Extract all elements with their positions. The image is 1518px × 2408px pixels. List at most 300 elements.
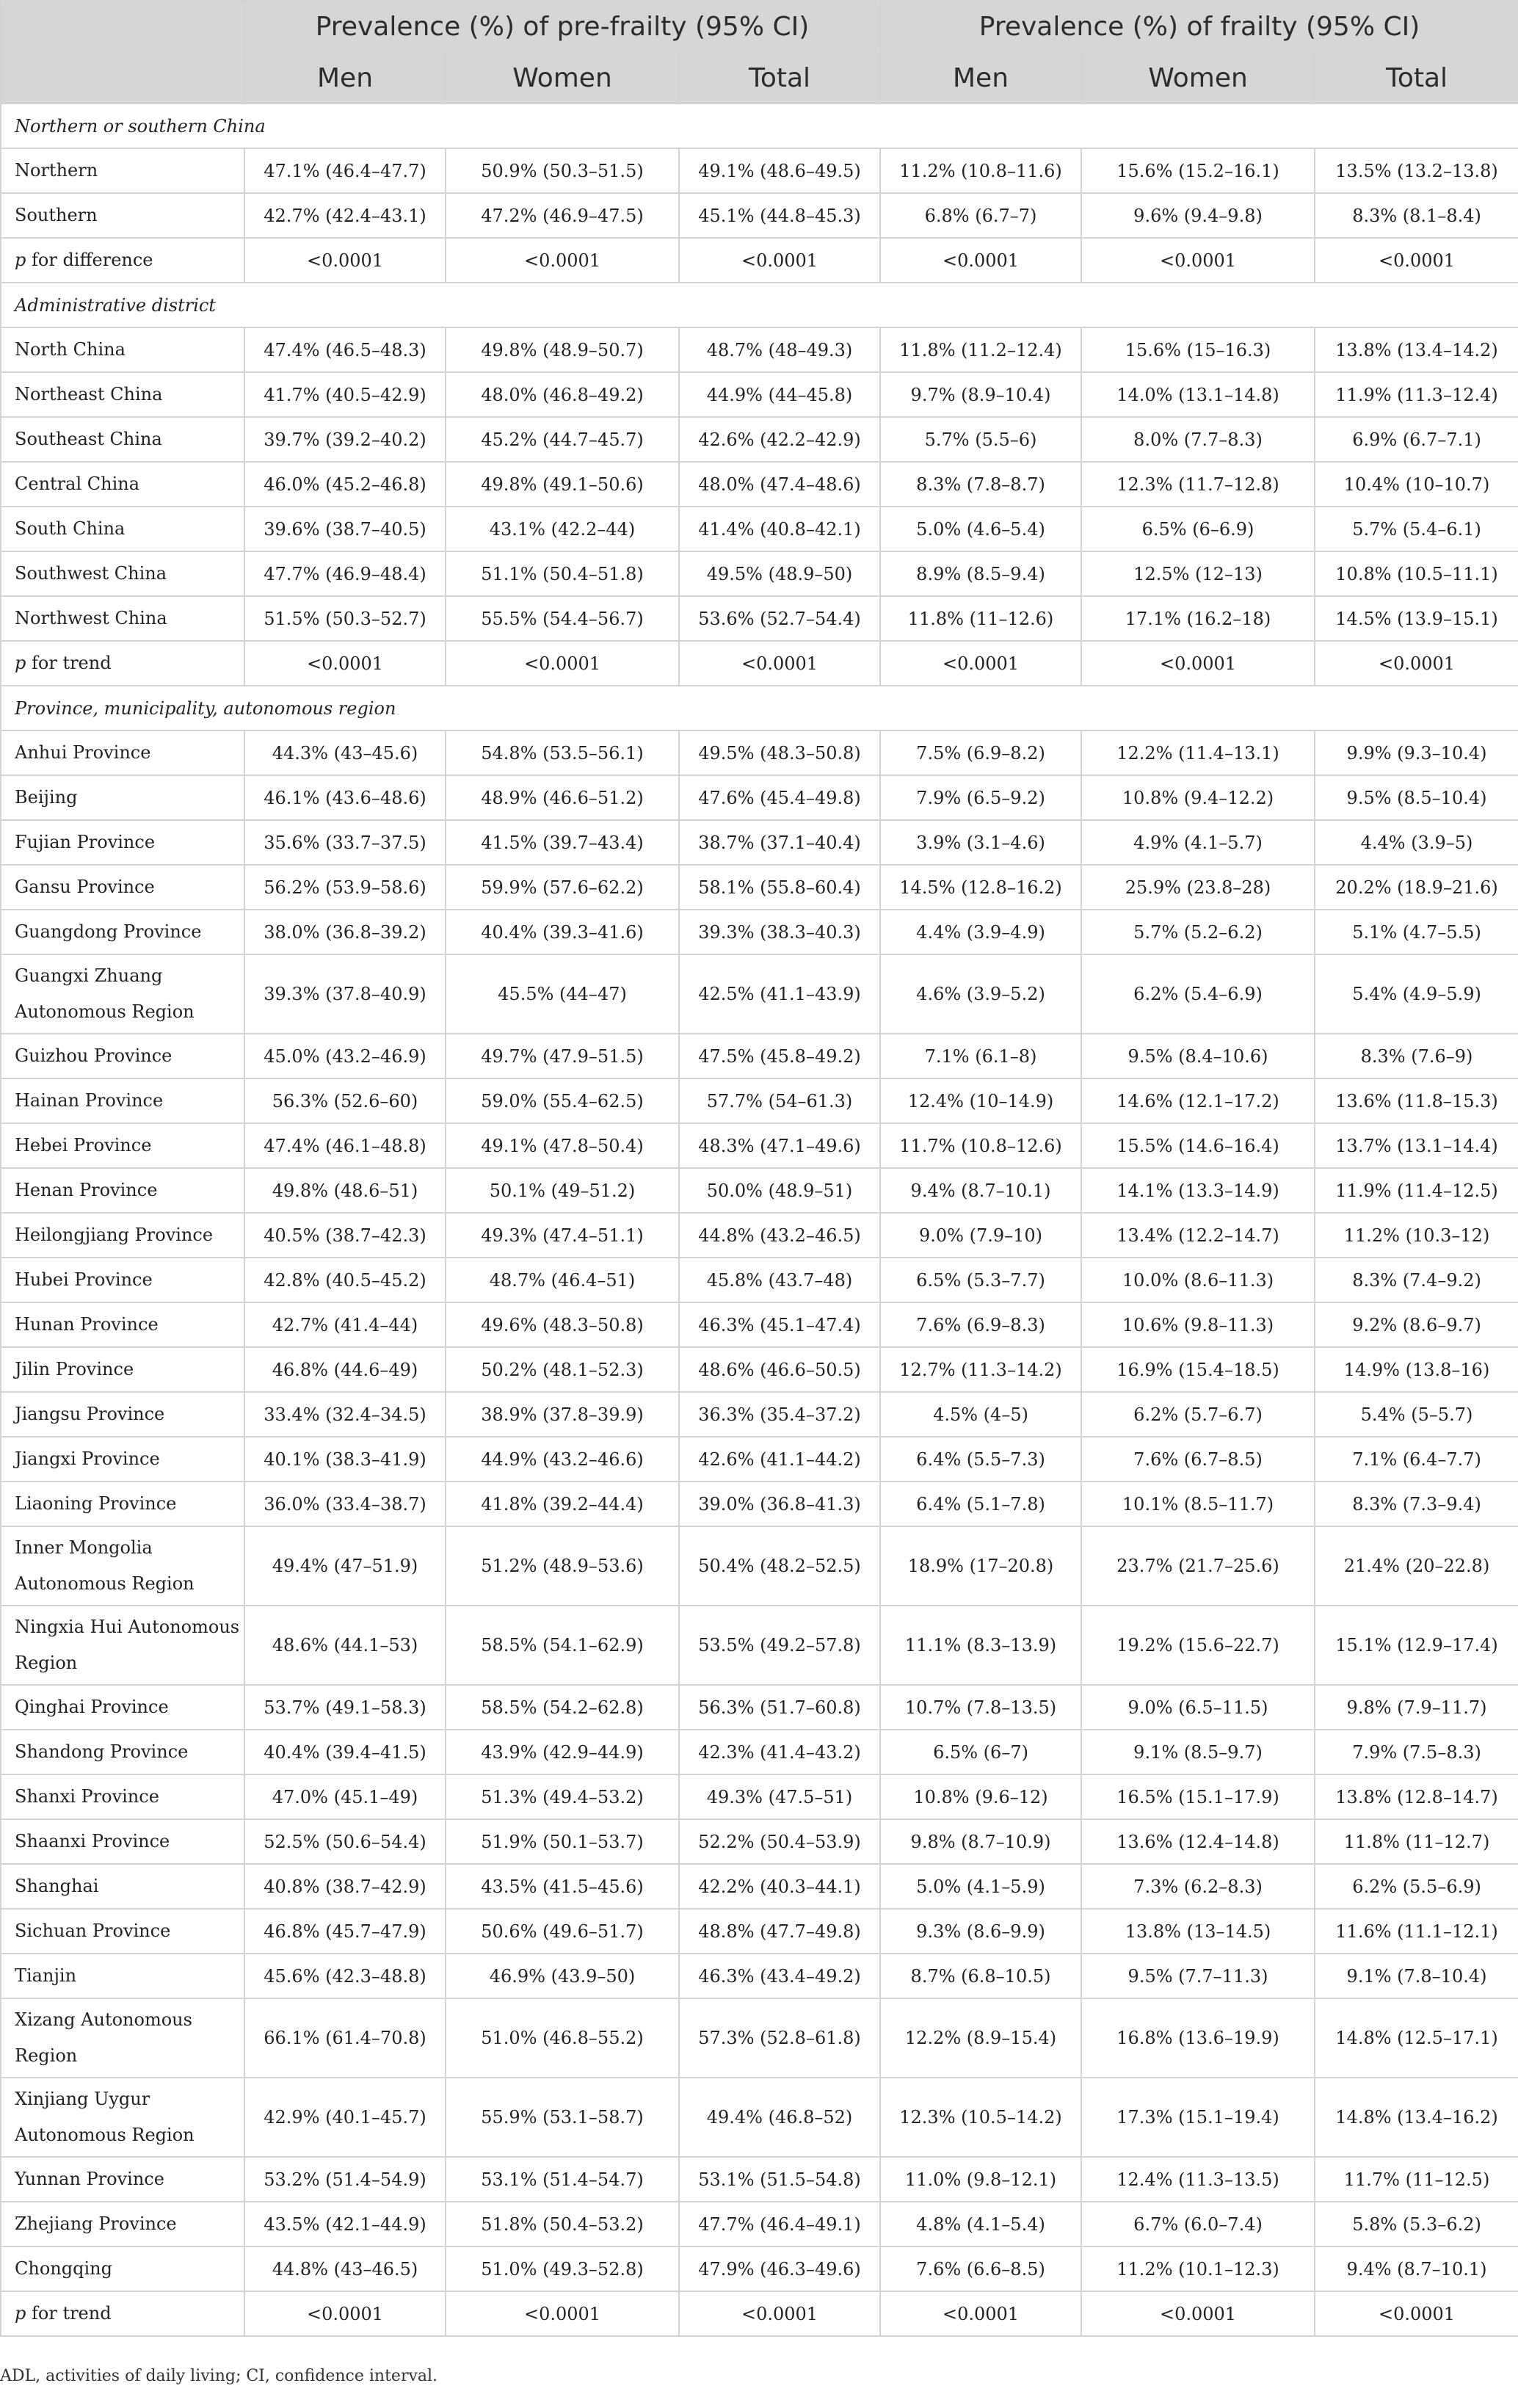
table-row bbox=[1, 1034, 1518, 1078]
header-col-men: Men bbox=[244, 52, 446, 104]
value-cell: 53.5% (49.2–57.8) bbox=[679, 1606, 880, 1685]
value-cell: 9.1% (8.5–9.7) bbox=[1081, 1730, 1315, 1774]
value-cell: 6.5% (6–7) bbox=[880, 1730, 1081, 1774]
table-row bbox=[1, 865, 1518, 910]
value-cell: 42.2% (40.3–44.1) bbox=[679, 1864, 880, 1909]
value-cell: <0.0001 bbox=[679, 2291, 880, 2336]
value-cell: 49.1% (48.6–49.5) bbox=[679, 148, 880, 193]
table-row bbox=[1, 507, 1518, 551]
value-cell: 41.4% (40.8–42.1) bbox=[679, 507, 880, 551]
value-cell: 42.8% (40.5–45.2) bbox=[244, 1258, 446, 1302]
value-cell: 46.3% (45.1–47.4) bbox=[679, 1302, 880, 1347]
value-cell: 5.1% (4.7–5.5) bbox=[1315, 910, 1518, 954]
value-cell: 8.9% (8.5–9.4) bbox=[880, 551, 1081, 596]
value-cell: 46.8% (44.6–49) bbox=[244, 1347, 446, 1392]
value-cell: 55.5% (54.4–56.7) bbox=[446, 596, 679, 641]
value-cell: 52.5% (50.6–54.4) bbox=[244, 1819, 446, 1864]
value-cell: 41.8% (39.2–44.4) bbox=[446, 1482, 679, 1526]
value-cell: 56.2% (53.9–58.6) bbox=[244, 865, 446, 910]
value-cell: 49.8% (49.1–50.6) bbox=[446, 462, 679, 507]
value-cell: 4.6% (3.9–5.2) bbox=[880, 954, 1081, 1034]
value-cell: 58.1% (55.8–60.4) bbox=[679, 865, 880, 910]
table-row bbox=[1, 910, 1518, 954]
value-cell: 7.9% (7.5–8.3) bbox=[1315, 1730, 1518, 1774]
value-cell: 47.5% (45.8–49.2) bbox=[679, 1034, 880, 1078]
value-cell: 7.1% (6.1–8) bbox=[880, 1034, 1081, 1078]
value-cell: 6.2% (5.4–6.9) bbox=[1081, 954, 1315, 1034]
row-label: Southwest China bbox=[1, 551, 244, 596]
p-label-rest: for trend bbox=[26, 2303, 112, 2324]
row-label: Ningxia Hui Autonomous Region bbox=[1, 1606, 244, 1685]
value-cell: 5.0% (4.1–5.9) bbox=[880, 1864, 1081, 1909]
value-cell: 21.4% (20–22.8) bbox=[1315, 1526, 1518, 1606]
value-cell: 42.7% (41.4–44) bbox=[244, 1302, 446, 1347]
value-cell: 48.3% (47.1–49.6) bbox=[679, 1123, 880, 1168]
value-cell: 45.2% (44.7–45.7) bbox=[446, 417, 679, 462]
value-cell: 9.6% (9.4–9.8) bbox=[1081, 193, 1315, 238]
value-cell: 59.0% (55.4–62.5) bbox=[446, 1078, 679, 1123]
value-cell: 11.7% (11–12.5) bbox=[1315, 2157, 1518, 2202]
value-cell: 48.7% (46.4–51) bbox=[446, 1258, 679, 1302]
value-cell: 7.6% (6.7–8.5) bbox=[1081, 1437, 1315, 1482]
value-cell: 46.3% (43.4–49.2) bbox=[679, 1954, 880, 1998]
value-cell: 10.8% (10.5–11.1) bbox=[1315, 551, 1518, 596]
row-label: South China bbox=[1, 507, 244, 551]
value-cell: <0.0001 bbox=[679, 238, 880, 283]
value-cell: 47.0% (45.1–49) bbox=[244, 1774, 446, 1819]
value-cell: 8.0% (7.7–8.3) bbox=[1081, 417, 1315, 462]
table-row bbox=[1, 1258, 1518, 1302]
value-cell: <0.0001 bbox=[446, 2291, 679, 2336]
p-value-row bbox=[1, 238, 1518, 283]
value-cell: 9.7% (8.9–10.4) bbox=[880, 372, 1081, 417]
value-cell: 9.3% (8.6–9.9) bbox=[880, 1909, 1081, 1954]
value-cell: 5.4% (4.9–5.9) bbox=[1315, 954, 1518, 1034]
value-cell: 7.5% (6.9–8.2) bbox=[880, 730, 1081, 775]
value-cell: 41.7% (40.5–42.9) bbox=[244, 372, 446, 417]
value-cell: 11.6% (11.1–12.1) bbox=[1315, 1909, 1518, 1954]
value-cell: 39.3% (37.8–40.9) bbox=[244, 954, 446, 1034]
value-cell: 14.0% (13.1–14.8) bbox=[1081, 372, 1315, 417]
value-cell: <0.0001 bbox=[880, 238, 1081, 283]
value-cell: 33.4% (32.4–34.5) bbox=[244, 1392, 446, 1437]
table-row bbox=[1, 1302, 1518, 1347]
table-row bbox=[1, 1123, 1518, 1168]
table-row bbox=[1, 462, 1518, 507]
table-row bbox=[1, 551, 1518, 596]
value-cell: 14.8% (13.4–16.2) bbox=[1315, 2078, 1518, 2157]
value-cell: 42.6% (41.1–44.2) bbox=[679, 1437, 880, 1482]
value-cell: 49.5% (48.3–50.8) bbox=[679, 730, 880, 775]
value-cell: 45.8% (43.7–48) bbox=[679, 1258, 880, 1302]
value-cell: 6.8% (6.7–7) bbox=[880, 193, 1081, 238]
value-cell: <0.0001 bbox=[1315, 238, 1518, 283]
table-row bbox=[1, 820, 1518, 865]
value-cell: 48.6% (44.1–53) bbox=[244, 1606, 446, 1685]
row-label: Southern bbox=[1, 193, 244, 238]
row-label: Zhejiang Province bbox=[1, 2202, 244, 2246]
table-row bbox=[1, 1078, 1518, 1123]
table-row bbox=[1, 1819, 1518, 1864]
row-label: Jiangxi Province bbox=[1, 1437, 244, 1482]
value-cell: <0.0001 bbox=[1081, 641, 1315, 686]
table-row bbox=[1, 148, 1518, 193]
header-col-total: Total bbox=[679, 52, 880, 104]
row-label: Heilongjiang Province bbox=[1, 1213, 244, 1258]
section-row bbox=[1, 283, 1518, 327]
value-cell: <0.0001 bbox=[244, 641, 446, 686]
value-cell: 49.4% (46.8–52) bbox=[679, 2078, 880, 2157]
value-cell: 39.0% (36.8–41.3) bbox=[679, 1482, 880, 1526]
row-label: Gansu Province bbox=[1, 865, 244, 910]
value-cell: 53.1% (51.5–54.8) bbox=[679, 2157, 880, 2202]
row-label: Northern bbox=[1, 148, 244, 193]
value-cell: 57.7% (54–61.3) bbox=[679, 1078, 880, 1123]
value-cell: 43.9% (42.9–44.9) bbox=[446, 1730, 679, 1774]
table-row bbox=[1, 2202, 1518, 2246]
value-cell: 11.8% (11.2–12.4) bbox=[880, 327, 1081, 372]
value-cell: 5.8% (5.3–6.2) bbox=[1315, 2202, 1518, 2246]
value-cell: 43.1% (42.2–44) bbox=[446, 507, 679, 551]
value-cell: 12.3% (10.5–14.2) bbox=[880, 2078, 1081, 2157]
value-cell: 36.0% (33.4–38.7) bbox=[244, 1482, 446, 1526]
table-row bbox=[1, 1954, 1518, 1998]
value-cell: 9.2% (8.6–9.7) bbox=[1315, 1302, 1518, 1347]
row-label: Anhui Province bbox=[1, 730, 244, 775]
value-cell: 51.8% (50.4–53.2) bbox=[446, 2202, 679, 2246]
table-row bbox=[1, 1685, 1518, 1730]
value-cell: 13.6% (12.4–14.8) bbox=[1081, 1819, 1315, 1864]
table-row bbox=[1, 2246, 1518, 2291]
section-row bbox=[1, 104, 1518, 148]
value-cell: 18.9% (17–20.8) bbox=[880, 1526, 1081, 1606]
section-title: Northern or southern China bbox=[1, 104, 1518, 148]
value-cell: 47.9% (46.3–49.6) bbox=[679, 2246, 880, 2291]
value-cell: 13.4% (12.2–14.7) bbox=[1081, 1213, 1315, 1258]
value-cell: 45.6% (42.3–48.8) bbox=[244, 1954, 446, 1998]
value-cell: 25.9% (23.8–28) bbox=[1081, 865, 1315, 910]
value-cell: 46.0% (45.2–46.8) bbox=[244, 462, 446, 507]
row-label: Tianjin bbox=[1, 1954, 244, 1998]
value-cell: 51.5% (50.3–52.7) bbox=[244, 596, 446, 641]
table-row bbox=[1, 1482, 1518, 1526]
value-cell: 38.9% (37.8–39.9) bbox=[446, 1392, 679, 1437]
value-cell: 15.6% (15–16.3) bbox=[1081, 327, 1315, 372]
value-cell: 9.5% (7.7–11.3) bbox=[1081, 1954, 1315, 1998]
value-cell: 45.1% (44.8–45.3) bbox=[679, 193, 880, 238]
value-cell: 3.9% (3.1–4.6) bbox=[880, 820, 1081, 865]
value-cell: 50.9% (50.3–51.5) bbox=[446, 148, 679, 193]
table-row bbox=[1, 596, 1518, 641]
table-row bbox=[1, 1437, 1518, 1482]
value-cell: 48.9% (46.6–51.2) bbox=[446, 775, 679, 820]
row-label: Guangxi Zhuang Autonomous Region bbox=[1, 954, 244, 1034]
table-row bbox=[1, 1774, 1518, 1819]
row-label: Guizhou Province bbox=[1, 1034, 244, 1078]
row-label: Inner Mongolia Autonomous Region bbox=[1, 1526, 244, 1606]
value-cell: 47.7% (46.4–49.1) bbox=[679, 2202, 880, 2246]
value-cell: 9.0% (6.5–11.5) bbox=[1081, 1685, 1315, 1730]
value-cell: 38.7% (37.1–40.4) bbox=[679, 820, 880, 865]
table-row bbox=[1, 2157, 1518, 2202]
value-cell: 16.8% (13.6–19.9) bbox=[1081, 1998, 1315, 2078]
value-cell: 8.7% (6.8–10.5) bbox=[880, 1954, 1081, 1998]
value-cell: 56.3% (51.7–60.8) bbox=[679, 1685, 880, 1730]
row-label: Shandong Province bbox=[1, 1730, 244, 1774]
header-col-total: Total bbox=[1315, 52, 1518, 104]
row-label bbox=[1, 641, 244, 686]
table-row bbox=[1, 1909, 1518, 1954]
value-cell: 49.8% (48.9–50.7) bbox=[446, 327, 679, 372]
value-cell: 42.7% (42.4–43.1) bbox=[244, 193, 446, 238]
value-cell: 4.5% (4–5) bbox=[880, 1392, 1081, 1437]
value-cell: 8.3% (7.8–8.7) bbox=[880, 462, 1081, 507]
value-cell: <0.0001 bbox=[880, 641, 1081, 686]
value-cell: 9.4% (8.7–10.1) bbox=[880, 1168, 1081, 1213]
value-cell: 44.9% (44–45.8) bbox=[679, 372, 880, 417]
value-cell: 8.3% (7.3–9.4) bbox=[1315, 1482, 1518, 1526]
row-label: Hubei Province bbox=[1, 1258, 244, 1302]
value-cell: 4.4% (3.9–4.9) bbox=[880, 910, 1081, 954]
value-cell: 10.8% (9.4–12.2) bbox=[1081, 775, 1315, 820]
value-cell: 9.5% (8.4–10.6) bbox=[1081, 1034, 1315, 1078]
table-row bbox=[1, 1998, 1518, 2078]
value-cell: 53.7% (49.1–58.3) bbox=[244, 1685, 446, 1730]
value-cell: 53.6% (52.7–54.4) bbox=[679, 596, 880, 641]
value-cell: 50.4% (48.2–52.5) bbox=[679, 1526, 880, 1606]
value-cell: 46.8% (45.7–47.9) bbox=[244, 1909, 446, 1954]
value-cell: 23.7% (21.7–25.6) bbox=[1081, 1526, 1315, 1606]
table-row bbox=[1, 1347, 1518, 1392]
row-label: Central China bbox=[1, 462, 244, 507]
value-cell: 14.5% (12.8–16.2) bbox=[880, 865, 1081, 910]
value-cell: 12.2% (11.4–13.1) bbox=[1081, 730, 1315, 775]
value-cell: 39.7% (39.2–40.2) bbox=[244, 417, 446, 462]
value-cell: 14.9% (13.8–16) bbox=[1315, 1347, 1518, 1392]
value-cell: 10.6% (9.8–11.3) bbox=[1081, 1302, 1315, 1347]
value-cell: 10.7% (7.8–13.5) bbox=[880, 1685, 1081, 1730]
value-cell: 41.5% (39.7–43.4) bbox=[446, 820, 679, 865]
value-cell: 11.9% (11.3–12.4) bbox=[1315, 372, 1518, 417]
table-row bbox=[1, 2078, 1518, 2157]
value-cell: 17.1% (16.2–18) bbox=[1081, 596, 1315, 641]
value-cell: 20.2% (18.9–21.6) bbox=[1315, 865, 1518, 910]
row-label: Qinghai Province bbox=[1, 1685, 244, 1730]
value-cell: 43.5% (41.5–45.6) bbox=[446, 1864, 679, 1909]
value-cell: 38.0% (36.8–39.2) bbox=[244, 910, 446, 954]
value-cell: 11.9% (11.4–12.5) bbox=[1315, 1168, 1518, 1213]
table-footnote: ADL, activities of daily living; CI, confidence interval. bbox=[0, 2367, 438, 2385]
value-cell: 12.3% (11.7–12.8) bbox=[1081, 462, 1315, 507]
header-blank-cell bbox=[1, 1, 244, 104]
value-cell: 7.6% (6.6–8.5) bbox=[880, 2246, 1081, 2291]
p-label-rest: for trend bbox=[26, 653, 112, 673]
table-row bbox=[1, 1168, 1518, 1213]
value-cell: 48.7% (48–49.3) bbox=[679, 327, 880, 372]
value-cell: 57.3% (52.8–61.8) bbox=[679, 1998, 880, 2078]
value-cell: 11.2% (10.3–12) bbox=[1315, 1213, 1518, 1258]
p-symbol: p bbox=[15, 250, 26, 270]
value-cell: 12.4% (10–14.9) bbox=[880, 1078, 1081, 1123]
row-label: Hainan Province bbox=[1, 1078, 244, 1123]
value-cell: 50.1% (49–51.2) bbox=[446, 1168, 679, 1213]
value-cell: 51.1% (50.4–51.8) bbox=[446, 551, 679, 596]
value-cell: 36.3% (35.4–37.2) bbox=[679, 1392, 880, 1437]
value-cell: 58.5% (54.1–62.9) bbox=[446, 1606, 679, 1685]
value-cell: 9.5% (8.5–10.4) bbox=[1315, 775, 1518, 820]
section-row bbox=[1, 686, 1518, 730]
table-row bbox=[1, 730, 1518, 775]
value-cell: 17.3% (15.1–19.4) bbox=[1081, 2078, 1315, 2157]
value-cell: <0.0001 bbox=[244, 2291, 446, 2336]
value-cell: 43.5% (42.1–44.9) bbox=[244, 2202, 446, 2246]
value-cell: 49.6% (48.3–50.8) bbox=[446, 1302, 679, 1347]
value-cell: 7.6% (6.9–8.3) bbox=[880, 1302, 1081, 1347]
value-cell: 14.1% (13.3–14.9) bbox=[1081, 1168, 1315, 1213]
row-label: Northeast China bbox=[1, 372, 244, 417]
value-cell: 47.1% (46.4–47.7) bbox=[244, 148, 446, 193]
p-label-rest: for difference bbox=[26, 250, 153, 270]
value-cell: 51.0% (46.8–55.2) bbox=[446, 1998, 679, 2078]
row-label: Shanxi Province bbox=[1, 1774, 244, 1819]
value-cell: 9.4% (8.7–10.1) bbox=[1315, 2246, 1518, 2291]
table-row bbox=[1, 193, 1518, 238]
value-cell: 47.4% (46.1–48.8) bbox=[244, 1123, 446, 1168]
value-cell: 11.2% (10.1–12.3) bbox=[1081, 2246, 1315, 2291]
value-cell: 52.2% (50.4–53.9) bbox=[679, 1819, 880, 1864]
value-cell: 8.3% (8.1–8.4) bbox=[1315, 193, 1518, 238]
row-label: Xinjiang Uygur Autonomous Region bbox=[1, 2078, 244, 2157]
value-cell: 10.1% (8.5–11.7) bbox=[1081, 1482, 1315, 1526]
value-cell: 13.8% (13–14.5) bbox=[1081, 1909, 1315, 1954]
row-label: Xizang Autonomous Region bbox=[1, 1998, 244, 2078]
value-cell: 54.8% (53.5–56.1) bbox=[446, 730, 679, 775]
table-row bbox=[1, 1213, 1518, 1258]
value-cell: 11.8% (11–12.7) bbox=[1315, 1819, 1518, 1864]
value-cell: 11.1% (8.3–13.9) bbox=[880, 1606, 1081, 1685]
value-cell: 14.8% (12.5–17.1) bbox=[1315, 1998, 1518, 2078]
value-cell: 49.5% (48.9–50) bbox=[679, 551, 880, 596]
table-row bbox=[1, 1606, 1518, 1685]
row-label: Shanghai bbox=[1, 1864, 244, 1909]
value-cell: 6.2% (5.7–6.7) bbox=[1081, 1392, 1315, 1437]
value-cell: 5.4% (5–5.7) bbox=[1315, 1392, 1518, 1437]
value-cell: 9.1% (7.8–10.4) bbox=[1315, 1954, 1518, 1998]
value-cell: 5.0% (4.6–5.4) bbox=[880, 507, 1081, 551]
value-cell: 44.9% (43.2–46.6) bbox=[446, 1437, 679, 1482]
value-cell: <0.0001 bbox=[446, 641, 679, 686]
value-cell: 12.5% (12–13) bbox=[1081, 551, 1315, 596]
value-cell: 19.2% (15.6–22.7) bbox=[1081, 1606, 1315, 1685]
value-cell: 50.6% (49.6–51.7) bbox=[446, 1909, 679, 1954]
value-cell: 13.8% (13.4–14.2) bbox=[1315, 327, 1518, 372]
p-value-row bbox=[1, 641, 1518, 686]
value-cell: 47.6% (45.4–49.8) bbox=[679, 775, 880, 820]
value-cell: 42.6% (42.2–42.9) bbox=[679, 417, 880, 462]
row-label: Jilin Province bbox=[1, 1347, 244, 1392]
value-cell: 51.9% (50.1–53.7) bbox=[446, 1819, 679, 1864]
row-label: Chongqing bbox=[1, 2246, 244, 2291]
row-label: Hunan Province bbox=[1, 1302, 244, 1347]
value-cell: 5.7% (5.5–6) bbox=[880, 417, 1081, 462]
value-cell: 48.8% (47.7–49.8) bbox=[679, 1909, 880, 1954]
row-label: Jiangsu Province bbox=[1, 1392, 244, 1437]
table-header bbox=[1, 1, 1518, 104]
value-cell: 39.3% (38.3–40.3) bbox=[679, 910, 880, 954]
value-cell: 44.8% (43.2–46.5) bbox=[679, 1213, 880, 1258]
row-label: Yunnan Province bbox=[1, 2157, 244, 2202]
value-cell: 42.3% (41.4–43.2) bbox=[679, 1730, 880, 1774]
value-cell: 44.3% (43–45.6) bbox=[244, 730, 446, 775]
value-cell: 10.0% (8.6–11.3) bbox=[1081, 1258, 1315, 1302]
value-cell: 9.9% (9.3–10.4) bbox=[1315, 730, 1518, 775]
value-cell: 13.6% (11.8–15.3) bbox=[1315, 1078, 1518, 1123]
value-cell: 66.1% (61.4–70.8) bbox=[244, 1998, 446, 2078]
value-cell: 40.4% (39.4–41.5) bbox=[244, 1730, 446, 1774]
value-cell: 51.2% (48.9–53.6) bbox=[446, 1526, 679, 1606]
value-cell: 6.7% (6.0–7.4) bbox=[1081, 2202, 1315, 2246]
value-cell: <0.0001 bbox=[1315, 2291, 1518, 2336]
value-cell: <0.0001 bbox=[1081, 2291, 1315, 2336]
value-cell: <0.0001 bbox=[880, 2291, 1081, 2336]
value-cell: 10.8% (9.6–12) bbox=[880, 1774, 1081, 1819]
value-cell: 13.5% (13.2–13.8) bbox=[1315, 148, 1518, 193]
value-cell: 51.3% (49.4–53.2) bbox=[446, 1774, 679, 1819]
value-cell: 15.5% (14.6–16.4) bbox=[1081, 1123, 1315, 1168]
value-cell: 5.7% (5.4–6.1) bbox=[1315, 507, 1518, 551]
value-cell: 56.3% (52.6–60) bbox=[244, 1078, 446, 1123]
table-row bbox=[1, 417, 1518, 462]
value-cell: <0.0001 bbox=[446, 238, 679, 283]
p-symbol: p bbox=[15, 2303, 26, 2324]
value-cell: 11.8% (11–12.6) bbox=[880, 596, 1081, 641]
value-cell: 6.2% (5.5–6.9) bbox=[1315, 1864, 1518, 1909]
value-cell: 14.5% (13.9–15.1) bbox=[1315, 596, 1518, 641]
value-cell: 49.7% (47.9–51.5) bbox=[446, 1034, 679, 1078]
value-cell: 6.4% (5.5–7.3) bbox=[880, 1437, 1081, 1482]
section-title: Province, municipality, autonomous region bbox=[1, 686, 1518, 730]
value-cell: 55.9% (53.1–58.7) bbox=[446, 2078, 679, 2157]
value-cell: 16.9% (15.4–18.5) bbox=[1081, 1347, 1315, 1392]
value-cell: 6.4% (5.1–7.8) bbox=[880, 1482, 1081, 1526]
value-cell: 6.5% (5.3–7.7) bbox=[880, 1258, 1081, 1302]
p-value-row bbox=[1, 2291, 1518, 2336]
value-cell: 14.6% (12.1–17.2) bbox=[1081, 1078, 1315, 1123]
value-cell: 10.4% (10–10.7) bbox=[1315, 462, 1518, 507]
header-col-women: Women bbox=[446, 52, 679, 104]
table-row bbox=[1, 1730, 1518, 1774]
value-cell: 47.4% (46.5–48.3) bbox=[244, 327, 446, 372]
value-cell: 49.4% (47–51.9) bbox=[244, 1526, 446, 1606]
value-cell: 40.1% (38.3–41.9) bbox=[244, 1437, 446, 1482]
value-cell: 40.8% (38.7–42.9) bbox=[244, 1864, 446, 1909]
value-cell: 12.7% (11.3–14.2) bbox=[880, 1347, 1081, 1392]
row-label: Shaanxi Province bbox=[1, 1819, 244, 1864]
header-frailty: Prevalence (%) of frailty (95% CI) bbox=[880, 1, 1518, 52]
value-cell: 4.8% (4.1–5.4) bbox=[880, 2202, 1081, 2246]
value-cell: 42.5% (41.1–43.9) bbox=[679, 954, 880, 1034]
value-cell: 49.3% (47.4–51.1) bbox=[446, 1213, 679, 1258]
table-row bbox=[1, 954, 1518, 1034]
value-cell: 6.5% (6–6.9) bbox=[1081, 507, 1315, 551]
value-cell: <0.0001 bbox=[1315, 641, 1518, 686]
value-cell: 47.2% (46.9–47.5) bbox=[446, 193, 679, 238]
value-cell: 40.5% (38.7–42.3) bbox=[244, 1213, 446, 1258]
value-cell: 11.0% (9.8–12.1) bbox=[880, 2157, 1081, 2202]
value-cell: 50.0% (48.9–51) bbox=[679, 1168, 880, 1213]
value-cell: 7.3% (6.2–8.3) bbox=[1081, 1864, 1315, 1909]
value-cell: <0.0001 bbox=[679, 641, 880, 686]
